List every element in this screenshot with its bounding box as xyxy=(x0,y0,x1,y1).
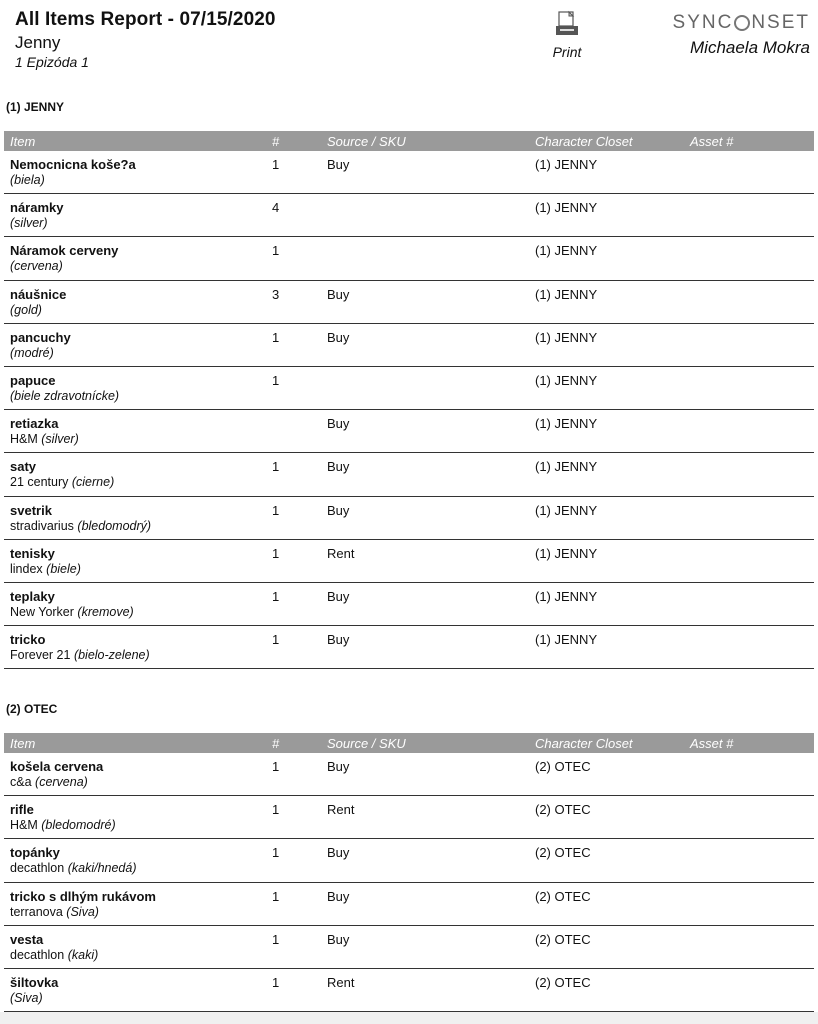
item-quantity: 1 xyxy=(272,243,280,259)
item-detail xyxy=(10,775,88,789)
report-title: All Items Report - 07/15/2020 xyxy=(15,9,276,30)
item-name: náušnice xyxy=(10,286,67,302)
item-brand: 21 century xyxy=(10,475,69,490)
item-source: Buy xyxy=(327,157,350,172)
item-detail xyxy=(10,861,137,875)
item-closet: (2) OTEC xyxy=(535,888,591,904)
item-brand: H&M xyxy=(10,432,38,447)
table-header xyxy=(4,131,814,151)
table-row[interactable] xyxy=(4,839,814,882)
table-row[interactable] xyxy=(4,796,814,839)
item-name: tricko xyxy=(10,632,46,648)
item-brand: New Yorker xyxy=(10,604,74,619)
column-header-quantity[interactable]: # xyxy=(272,134,280,149)
episode-label: 1 Epizóda 1 xyxy=(15,54,89,70)
item-color: (modré) xyxy=(10,345,54,360)
section-title: (2) OTEC xyxy=(6,702,58,716)
item-closet: (1) JENNY xyxy=(535,243,598,259)
syncondset-logo xyxy=(673,12,810,34)
item-brand: terranova xyxy=(10,904,63,919)
item-closet: (1) JENNY xyxy=(535,416,598,432)
item-detail xyxy=(10,173,45,187)
item-closet: (1) JENNY xyxy=(535,329,598,345)
table-row[interactable] xyxy=(4,194,814,237)
item-detail xyxy=(10,519,151,533)
table-row[interactable] xyxy=(4,453,814,496)
item-brand: c&a xyxy=(10,775,32,789)
item-detail xyxy=(10,648,150,662)
item-closet: (1) JENNY xyxy=(535,459,598,475)
table-row[interactable] xyxy=(4,367,814,410)
item-name: svetrik xyxy=(10,502,52,518)
item-closet: (1) JENNY xyxy=(535,632,598,648)
item-quantity: 3 xyxy=(272,286,280,302)
report-subtitle: Jenny xyxy=(15,33,61,52)
item-closet: (1) JENNY xyxy=(535,545,598,561)
item-detail xyxy=(10,216,48,230)
item-source: Rent xyxy=(327,974,355,990)
item-detail xyxy=(10,432,79,446)
item-name: náramky xyxy=(10,200,64,216)
brand-block xyxy=(673,12,810,58)
items-table xyxy=(4,733,814,1012)
item-closet: (1) JENNY xyxy=(535,200,598,216)
item-color: (cierne) xyxy=(71,475,115,490)
item-brand: decathlon xyxy=(10,861,65,876)
item-detail xyxy=(10,562,81,576)
item-source: Buy xyxy=(327,588,350,604)
item-source: Buy xyxy=(327,759,350,774)
item-source: Buy xyxy=(327,845,350,861)
item-source: Buy xyxy=(327,888,350,904)
table-row[interactable] xyxy=(4,324,814,367)
item-quantity: 1 xyxy=(272,759,280,774)
item-name: tricko s dlhým rukávom xyxy=(10,888,156,904)
item-color: (bledomodré) xyxy=(41,818,116,833)
item-source: Buy xyxy=(327,632,350,648)
table-row[interactable] xyxy=(4,237,814,280)
item-source: Rent xyxy=(327,545,355,561)
item-color: (Siva) xyxy=(10,990,43,1005)
print-button[interactable] xyxy=(544,10,590,60)
item-closet: (2) OTEC xyxy=(535,845,591,861)
item-brand: lindex xyxy=(10,561,43,576)
item-color: (silver) xyxy=(10,216,48,231)
item-closet: (1) JENNY xyxy=(535,372,598,388)
column-header-closet[interactable]: Character Closet xyxy=(535,134,633,149)
item-name: papuce xyxy=(10,372,56,388)
item-color: (biele) xyxy=(46,561,81,576)
item-source: Rent xyxy=(327,802,355,818)
item-closet: (1) JENNY xyxy=(535,588,598,604)
item-source: Buy xyxy=(327,416,350,432)
table-row[interactable] xyxy=(4,753,814,796)
column-header-asset[interactable]: Asset # xyxy=(690,736,734,751)
item-quantity: 1 xyxy=(272,974,280,990)
item-quantity: 1 xyxy=(272,632,280,648)
table-row[interactable] xyxy=(4,583,814,626)
printer-icon xyxy=(554,10,580,38)
item-color: (kaki/hnedá) xyxy=(67,861,137,876)
item-color: (bledomodrý) xyxy=(77,518,152,533)
item-color: (bielo-zelene) xyxy=(73,648,150,663)
item-detail xyxy=(10,259,63,273)
item-quantity: 1 xyxy=(272,845,280,861)
item-closet: (2) OTEC xyxy=(535,759,591,774)
item-name: teplaky xyxy=(10,588,55,604)
item-brand: Forever 21 xyxy=(10,648,71,663)
table-row[interactable] xyxy=(4,497,814,540)
item-quantity: 1 xyxy=(272,502,280,518)
logo-ring-icon xyxy=(734,15,750,31)
item-quantity: 1 xyxy=(272,372,280,388)
item-color: (kaki) xyxy=(67,947,99,962)
table-header xyxy=(4,733,814,753)
item-detail xyxy=(10,948,98,962)
item-quantity: 1 xyxy=(272,459,280,475)
item-detail xyxy=(10,818,116,832)
item-quantity: 4 xyxy=(272,200,280,216)
item-closet: (1) JENNY xyxy=(535,157,598,172)
item-detail xyxy=(10,605,134,619)
item-name: retiazka xyxy=(10,416,59,432)
item-closet: (2) OTEC xyxy=(535,974,591,990)
item-closet: (1) JENNY xyxy=(535,286,598,302)
item-detail xyxy=(10,303,42,317)
column-header-source[interactable]: Source / SKU xyxy=(327,134,406,149)
item-color: (cervena) xyxy=(10,259,63,274)
table-row[interactable] xyxy=(4,969,814,1012)
section-title: (1) JENNY xyxy=(6,100,65,114)
item-name: Nemocnicna koše?a xyxy=(10,157,136,172)
item-source: Buy xyxy=(327,286,350,302)
table-row[interactable] xyxy=(4,281,814,324)
item-name: saty xyxy=(10,459,37,475)
item-quantity: 1 xyxy=(272,545,280,561)
logo-text-left: SYNC xyxy=(672,12,734,33)
item-name: košela cervena xyxy=(10,759,104,774)
item-closet: (2) OTEC xyxy=(535,931,591,947)
column-header-asset[interactable]: Asset # xyxy=(690,134,734,149)
table-row[interactable] xyxy=(4,410,814,453)
item-detail xyxy=(10,346,54,360)
logo-text-right: NSET xyxy=(751,12,810,33)
table-row[interactable] xyxy=(4,626,814,669)
column-header-item[interactable]: Item xyxy=(10,134,36,149)
item-detail xyxy=(10,389,119,403)
item-quantity: 1 xyxy=(272,588,280,604)
item-brand: stradivarius xyxy=(10,518,74,533)
table-row[interactable] xyxy=(4,883,814,926)
report-header xyxy=(0,0,818,90)
item-source: Buy xyxy=(327,459,350,475)
item-name: tenisky xyxy=(10,545,55,561)
item-source: Buy xyxy=(327,329,350,345)
column-header-closet[interactable]: Character Closet xyxy=(535,736,633,751)
item-detail xyxy=(10,991,43,1005)
column-header-source[interactable]: Source / SKU xyxy=(327,736,406,751)
item-quantity: 1 xyxy=(272,931,280,947)
item-name: pancuchy xyxy=(10,329,71,345)
item-name: vesta xyxy=(10,931,44,947)
item-color: (gold) xyxy=(10,302,42,317)
item-quantity: 1 xyxy=(272,157,280,172)
bottom-shade xyxy=(0,1012,818,1024)
table-row[interactable] xyxy=(4,540,814,583)
item-color: (cervena) xyxy=(35,775,88,789)
item-brand: H&M xyxy=(10,818,38,833)
item-color: (silver) xyxy=(41,432,79,447)
item-color: (biela) xyxy=(10,173,45,187)
item-color: (biele zdravotnícke) xyxy=(10,388,120,403)
print-label: Print xyxy=(552,44,582,60)
items-table xyxy=(4,131,814,669)
user-name: Michaela Mokra xyxy=(690,38,810,57)
item-quantity: 1 xyxy=(272,888,280,904)
column-header-quantity[interactable]: # xyxy=(272,736,280,751)
item-closet: (1) JENNY xyxy=(535,502,598,518)
table-row[interactable] xyxy=(4,151,814,194)
table-row[interactable] xyxy=(4,926,814,969)
item-quantity: 1 xyxy=(272,802,280,818)
item-name: rifle xyxy=(10,802,34,818)
item-source: Buy xyxy=(327,502,350,518)
item-name: šiltovka xyxy=(10,974,59,990)
item-detail xyxy=(10,475,114,489)
item-detail xyxy=(10,905,99,919)
item-source: Buy xyxy=(327,931,350,947)
item-name: topánky xyxy=(10,845,60,861)
item-name: Náramok cerveny xyxy=(10,243,119,259)
column-header-item[interactable]: Item xyxy=(10,736,36,751)
item-color: (Siva) xyxy=(66,904,99,919)
item-color: (kremove) xyxy=(77,604,134,619)
item-closet: (2) OTEC xyxy=(535,802,591,818)
item-brand: decathlon xyxy=(10,947,65,962)
item-quantity: 1 xyxy=(272,329,280,345)
